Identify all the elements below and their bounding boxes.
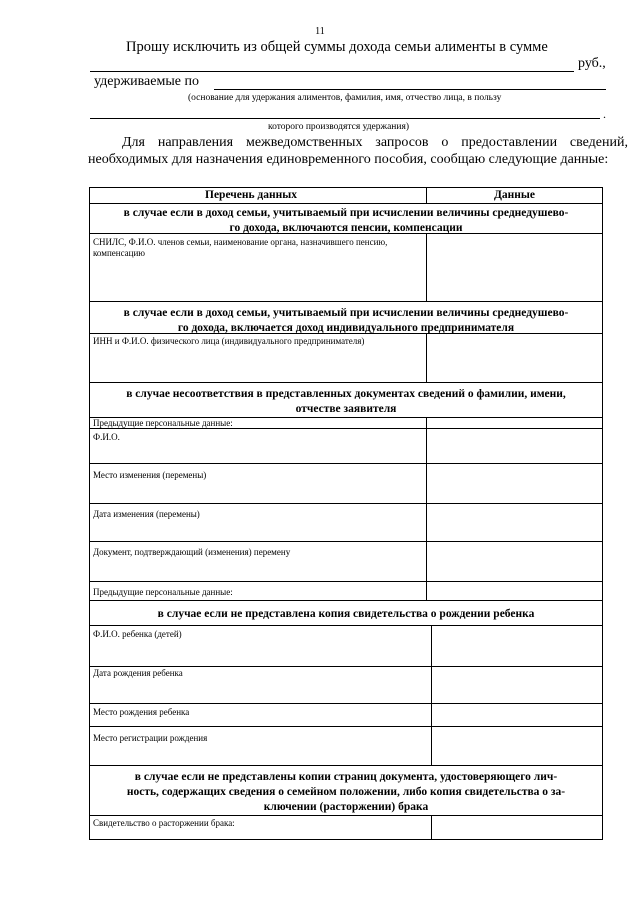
row-child-birth-place: Место рождения ребенка [93, 707, 190, 717]
row-change-date: Дата изменения (перемены) [93, 509, 200, 519]
data-cell-snils[interactable] [427, 234, 602, 301]
row-previous-personal-data: Предыдущие персональные данные: [93, 418, 233, 428]
section-title-marital-status: в случае если не представлены копии страниц документа, удостоверяющего лич- ность, содержащих сведения о семейном положении, либо копия свидетельства о за- ключении (расторжении) брака [126, 771, 566, 813]
beneficiary-hint: которого производятся удержания) [268, 122, 410, 132]
withheld-by-label: удерживаемые по [94, 74, 199, 89]
column-header-data: Данные [494, 189, 535, 201]
rub-label: руб., [578, 56, 606, 71]
section-title-name-change: в случае несоответствия в представленных документах сведений о фамилии, имени, отчестве заявителя [126, 388, 566, 415]
row-change-place: Место изменения (перемены) [93, 470, 207, 480]
data-cell-inn[interactable] [427, 334, 602, 382]
row-child-name: Ф.И.О. ребенка (детей) [93, 629, 182, 639]
row-birth-registration-place: Место регистрации рождения [93, 733, 208, 743]
row-previous-personal-data-2: Предыдущие персональные данные: [93, 587, 233, 597]
withholding-basis-hint: (основание для удержания алиментов, фамилия, имя, отчество лица, в пользу [188, 93, 502, 103]
data-cell-birth-info[interactable] [432, 626, 602, 765]
section-title-birth-certificate: в случае если не представлена копия свидетельства о рождении ребенка [157, 608, 535, 620]
page-number: 11 [315, 26, 325, 37]
data-cell-name-change[interactable] [427, 418, 602, 600]
row-change-document: Документ, подтверждающий (изменения) перемену [93, 547, 291, 557]
row-child-birth-date: Дата рождения ребенка [93, 668, 183, 678]
row-divorce-certificate: Свидетельство о расторжении брака: [93, 818, 235, 828]
alimony-request-text: Прошу исключить из общей суммы дохода семьи алименты в сумме [126, 39, 548, 55]
row-snils-pension: СНИЛС, Ф.И.О. членов семьи, наименование органа, назначившего пенсию, компенсацию [93, 237, 388, 258]
line-period: . [603, 107, 606, 121]
row-full-name: Ф.И.О. [93, 432, 120, 442]
section-title-entrepreneur: в случае если в доход семьи, учитываемый при исчислении величины среднедушево- го дохода, включается доход индивидуального предпринимателя [123, 307, 569, 334]
row-inn-entrepreneur: ИНН и Ф.И.О. физического лица (индивидуального предпринимателя) [93, 336, 365, 346]
withholding-basis-field[interactable] [214, 89, 606, 90]
data-table [89, 187, 603, 840]
alimony-amount-field[interactable] [90, 71, 574, 72]
section-title-pensions: в случае если в доход семьи, учитываемый при исчислении величины среднедушево- го дохода, включаются пенсии, компенсации [123, 207, 569, 234]
info-paragraph: Для направления межведомственных запросов о предоставлении сведений, необходимых для назначения единовременного пособия, сообщаю следующие данные: [88, 135, 628, 167]
beneficiary-field[interactable] [90, 118, 600, 119]
column-header-list: Перечень данных [205, 189, 297, 201]
data-cell-divorce[interactable] [432, 816, 602, 839]
